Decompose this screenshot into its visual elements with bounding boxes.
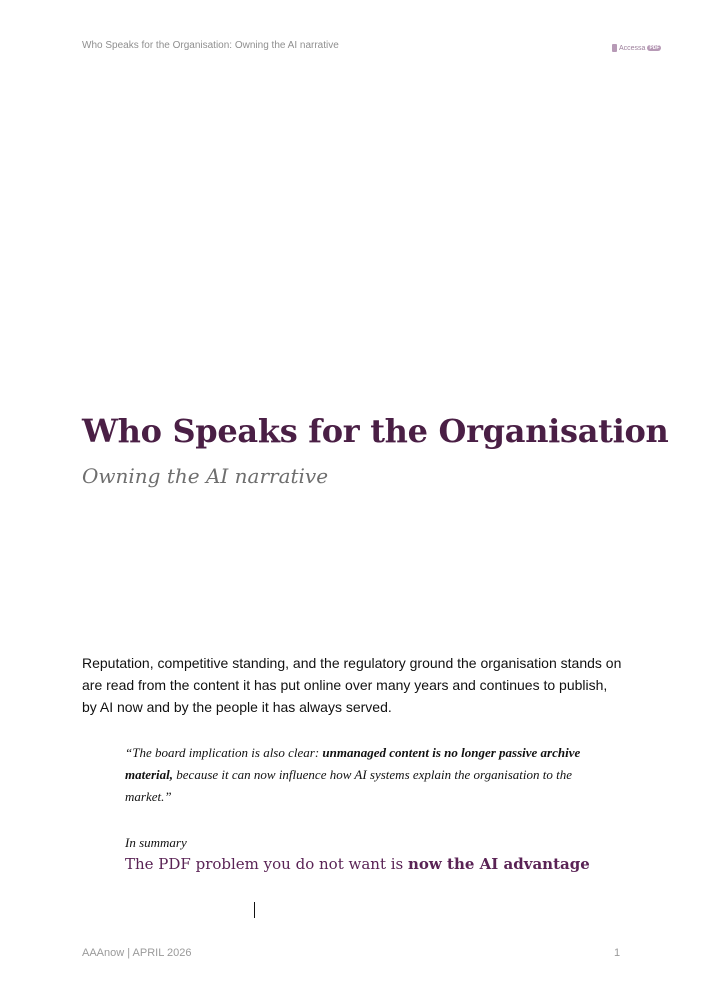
summary-emphasis: now the AI advantage (408, 855, 590, 873)
intro-paragraph: Reputation, competitive standing, and the regulatory ground the organisation stands on are read from the content it has put online over many years and continues to publish, by AI now and by the people it has always served. (82, 655, 622, 715)
quote-text-end: because it can now influence how AI systems explain the organisation to the market.” (125, 767, 572, 804)
page-number: 1 (614, 947, 621, 959)
board-quote (125, 742, 605, 808)
text-cursor[interactable] (254, 902, 255, 918)
document-subtitle: Owning the AI narrative (82, 464, 329, 488)
running-header: Who Speaks for the Organisation: Owning the AI narrative (82, 40, 339, 51)
document-title: Who Speaks for the Organisation (82, 412, 669, 450)
summary-statement (125, 853, 590, 875)
summary-label: In summary (125, 835, 187, 850)
logo-badge: PDF (649, 45, 660, 51)
accessapdf-logo (612, 43, 661, 53)
footer-publication: AAAnow | APRIL 2026 (82, 947, 192, 959)
quote-text-start: “The board implication is also clear: (125, 745, 323, 760)
logo-wordmark: Accessa (619, 44, 646, 52)
summary-lead: The PDF problem you do not want is (125, 855, 409, 873)
quote-emphasis: unmanaged content is no longer passive archive material, (125, 745, 581, 782)
book-icon (612, 44, 617, 52)
